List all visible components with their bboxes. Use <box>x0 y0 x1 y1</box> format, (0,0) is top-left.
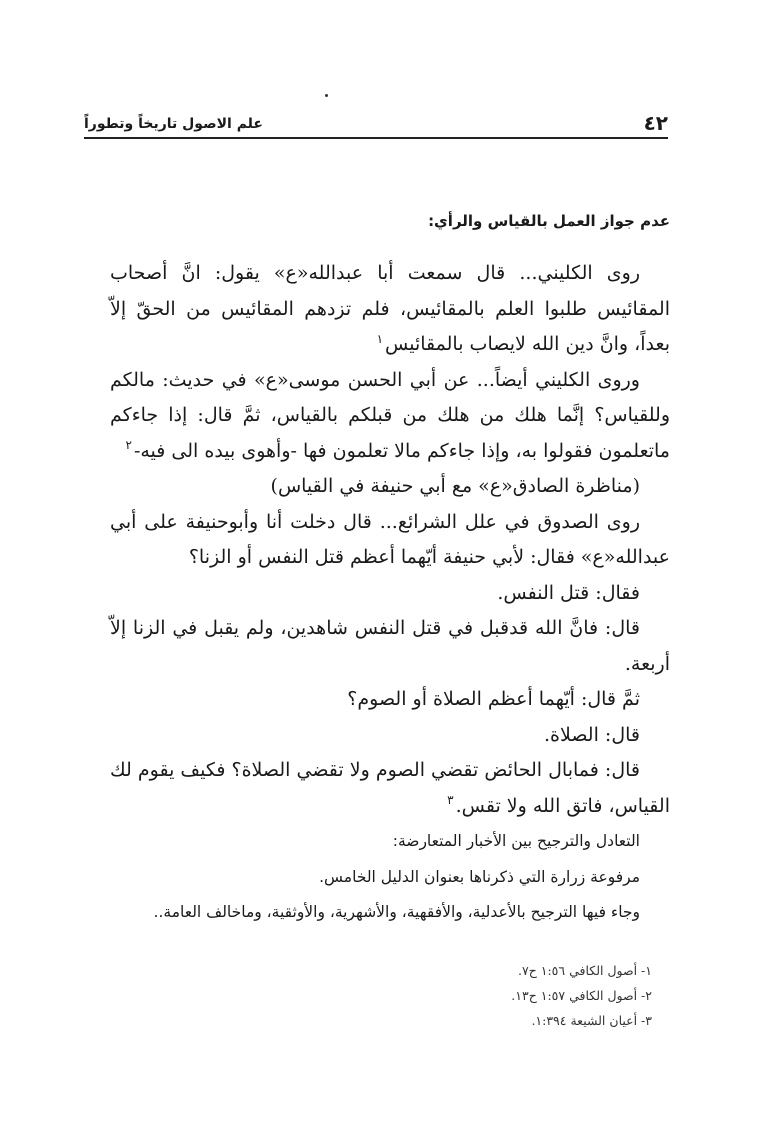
paragraph-zurara: مرفوعة زرارة التي ذكرناها بعنوان الدليل الخامس. <box>319 867 640 886</box>
book-title: علم الاصول تاريخاً وتطوراً <box>84 116 263 132</box>
running-header <box>84 108 668 134</box>
paragraph-kulayni-1: روى الكليني... قال سمعت أبا عبدالله«ع» يقول: انَّ أصحاب المقائيس طلبوا العلم بالمقائيس، فلم تزدهم المقائيس من الحقّ إلاّ بعداً، وانَّ دين الله لايصاب بالمقائيس$^١$ <box>110 262 670 355</box>
paragraph-tarjih: وجاء فيها الترجيح بالأعدلية، والأفقهية، والأشهرية، والأوثقية، وماخالف العامة.. <box>153 903 640 921</box>
paragraph-reply-1: فقال: قتل النفس. <box>497 581 640 604</box>
header-rule <box>84 137 668 139</box>
paragraph-saduq: روى الصدوق في علل الشرائع... قال دخلت أنا وأبوحنيفة على أبي عبدالله«ع» فقال: لأبي حنيفة أيّهما أعظم قتل النفس أو الزنا؟ <box>110 510 670 568</box>
footnote-ref-1: ١ <box>376 331 384 346</box>
paragraph-reply-4: قال: الصلاة. <box>544 723 640 746</box>
print-speck <box>325 94 328 97</box>
paragraph-reply-2: قال: فانَّ الله قدقبل في قتل النفس شاهدين، ولم يقبل في الزنا إلاّ أربعة. <box>110 617 670 675</box>
section-heading: عدم جواز العمل بالقياس والرأي: <box>428 212 670 230</box>
paragraph-reply-3: ثمَّ قال: أيّهما أعظم الصلاة أو الصوم؟ <box>347 688 640 710</box>
paragraph-reply-5: قال: فمابال الحائض تقضي الصوم ولا تقضي الصلاة؟ فكيف يقوم لك القياس، فاتق الله ولا تقس.$^٣$ <box>110 759 670 817</box>
paragraph-tarjih-title: التعادل والترجيح بين الأخبار المتعارضة: <box>392 832 640 850</box>
page-number: ٤٢ <box>643 111 668 135</box>
footnote-1: ١- أصول الكافي ١:٥٦ ح٧. <box>518 963 652 978</box>
footnote-3: ٣- أعيان الشيعة ١:٣٩٤. <box>531 1013 652 1028</box>
paragraph-debate-title: (مناظرة الصادق«ع» مع أبي حنيفة في القياس) <box>270 475 640 497</box>
footnotes <box>511 958 652 1033</box>
footnote-2: ٢- أصول الكافي ١:٥٧ ح١٣. <box>511 988 652 1003</box>
footnote-ref-2: ٢ <box>125 438 132 453</box>
paragraph-kulayni-2: وروى الكليني أيضاً... عن أبي الحسن موسى«ع» في حديث: مالكم وللقياس؟ إنَّما هلك من هلك من قبلكم بالقياس، ثمَّ قال: إذا جاءكم ماتعلمون فقولوا به، وإذا جاءكم مالا تعلمون فها -وأهوى بيده الى فيه-$^٢$ <box>110 368 670 462</box>
page-body <box>110 206 670 931</box>
footnote-ref-3: ٣ <box>447 793 454 808</box>
